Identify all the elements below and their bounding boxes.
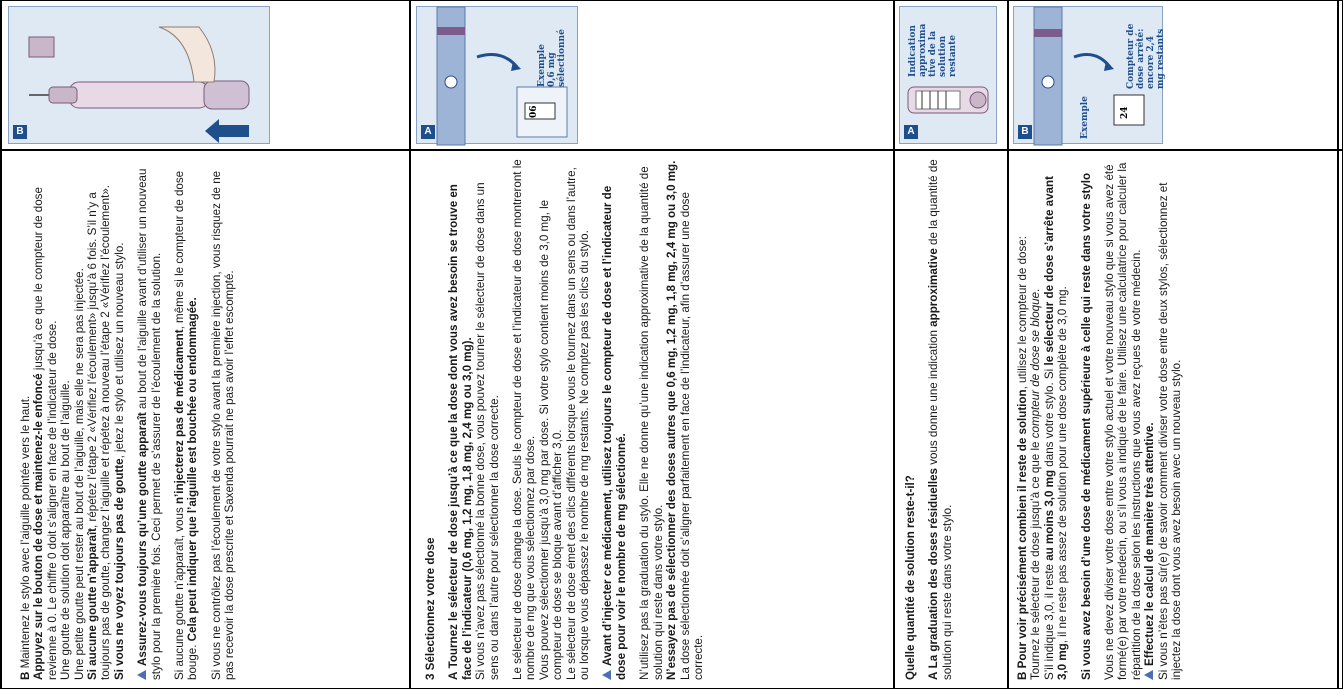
step-badge: A: [904, 125, 918, 139]
instruction-paragraph: Si vous ne contrôlez pas l’écoulement de votre stylo avant la première injection, vous risquez de ne pas recevoir la dose prescrite et Saxenda pourrait ne pas avoir l’effet escompté.: [209, 170, 237, 680]
dose-display: 06: [529, 105, 539, 118]
warning-paragraph: Assurez-vous toujours qu’une goutte apparaît au bout de l’aiguille avant d’utiliser un nouveau stylo pour la première fois. Ceci permet de s’assurer de l’écoulement de la solution.: [136, 168, 163, 680]
text-column-prime: [15, 150, 237, 688]
instruction-paragraph: Appuyez sur le bouton de dose et maintenez-le enfoncé jusqu’à ce que le compteur de dose revienne à 0. Le chiffre 0 doit s’aligner en face de l’indicateur de dose.: [32, 187, 59, 680]
text-column-select-dose: [420, 150, 705, 688]
warning-paragraph: Avant d’injecter ce médicament, utilisez toujours le compteur de dose et l’indicateur de dose pour voir le nombre de mg sélectionné.: [601, 185, 628, 680]
illustration-dose-counter: [1013, 6, 1166, 144]
grid-line: [1337, 0, 1339, 689]
grid-line: [1007, 0, 1009, 689]
instruction-paragraph: A La graduation des doses résiduelles vous donne une indication approximative de la quantité de solution qui reste dans votre stylo.: [927, 159, 954, 680]
instruction-paragraph: Si aucune goutte n’apparaît, vous n’injecterez pas de médicament, même si le compteur de dose bouge. Cela peut indiquer que l’aiguille est bouchée ou endommagée.: [173, 170, 200, 680]
instruction-paragraph: Une petite goutte peut rester au bout de l’aiguille, mais elle ne sera pas injectée.: [72, 268, 86, 680]
grid-line: [0, 0, 2, 689]
instruction-paragraph: Une goutte de solution doit apparaître au bout de l’aiguille.: [59, 380, 73, 680]
grid-line: [409, 0, 411, 689]
step-badge: B: [1018, 125, 1032, 139]
step-badge: A: [421, 125, 435, 139]
illustration-caption: Exemple 0,6 mg sélectionné: [537, 29, 567, 87]
pen-upright-illustration: [9, 7, 271, 145]
instruction-paragraph: Vous ne devez diviser votre dose entre votre stylo actuel et votre nouveau stylo que si vous avez été formé(e) par votre médecin, ou s’il vous a indiqué de le faire. Utilisez une calculatrice pour calculer la répartition de la dose selon les instructions que vous avez reçues de votre médecin.: [1103, 162, 1143, 680]
illustration-select-dose: [416, 6, 578, 144]
instruction-paragraph: A Tournez le sélecteur de dose jusqu’à ce que la dose dont vous avez besoin se trouve en face de l’indicateur (0,6 mg, 1,2 mg, 1,8 mg, 2,4 mg ou 3,0 mg).: [447, 184, 474, 680]
instruction-paragraph: Vous pouvez sélectionner jusqu’à 3,0 mg par dose. Si votre stylo contient moins de 3,0 mg, le compteur de dose se bloque avant d’afficher 3,0.: [537, 199, 565, 680]
illustration-prime-pen: [8, 6, 270, 144]
instruction-paragraph: Le sélecteur de dose change la dose. Seuls le compteur de dose et l’indicateur de dose montreront le nombre de mg que vous sélectionnez par dose.: [511, 159, 538, 680]
warning-paragraph: Effectuez le calcul de manière très attentive.: [1143, 158, 1156, 680]
instruction-paragraph: B Maintenez le stylo avec l’aiguille pointée vers le haut.: [19, 395, 32, 680]
instruction-paragraph: Si vous n’avez pas sélectionné la bonne dose, vous pouvez tourner le sélecteur de dose dans un sens ou dans l’autre pour sélectionner la dose correcte.: [474, 182, 501, 680]
text-column-dose-counter: [1012, 150, 1334, 688]
instruction-paragraph: Si vous avez besoin d’une dose de médicament supérieure à celle qui reste dans votre stylo: [1079, 172, 1093, 680]
instruction-paragraph: Si aucune goutte n’apparaît, répétez l’étape 2 «Vérifiez l’écoulement» jusqu’à 6 fois. S’il n’y a toujours pas de goutte, changez l’aiguille et répétez à nouveau l’étape 2 «Vérifiez l’écoulement».: [86, 185, 113, 680]
grid-line: [893, 0, 895, 689]
example-label: Exemple: [1080, 96, 1090, 139]
instruction-paragraph: S’il indique 3,0, il reste au moins 3,0 mg dans votre stylo. Si le sélecteur de dose s’arrête avant 3,0 mg, il ne reste pas assez de solution pour une dose complète de 3,0 mg.: [1042, 176, 1070, 680]
instruction-paragraph: La dose sélectionnée doit s’aligner parfaitement en face de l’indicateur, afin d’assurer une dose correcte.: [678, 192, 705, 680]
instruction-paragraph: Tournez le sélecteur de dose jusqu’à ce que le compteur de dose se bloque.: [1029, 288, 1043, 680]
instruction-paragraph: Si vous ne voyez toujours pas de goutte, jetez le stylo et utilisez un nouveau stylo.: [112, 242, 126, 680]
warning-icon: [602, 670, 611, 680]
illustration-caption: Indication approxima tive de la solution restante: [908, 23, 958, 77]
section-heading: Quelle quantité de solution reste-t-il?: [904, 475, 917, 680]
step-badge: B: [13, 125, 27, 139]
text-column-remaining: [900, 150, 1000, 688]
instruction-paragraph: B Pour voir précisément combien il reste de solution, utilisez le compteur de dose:: [1016, 236, 1029, 680]
instruction-paragraph: N’utilisez pas la graduation du stylo. Elle ne donne qu’une indication approximative de la quantité de solution qui reste dans votre stylo.: [638, 166, 665, 680]
section-heading: 3 Sélectionnez votre dose: [424, 537, 437, 680]
warning-icon: [1144, 670, 1153, 680]
illustration-caption: Compteur de dose arrêté: encore 2,4 mg restants: [1126, 23, 1166, 89]
dose-display: 24: [1120, 106, 1130, 119]
illustration-remaining-solution: [899, 6, 997, 144]
instruction-paragraph: Si vous n’êtes pas sûr(e) de savoir comment diviser votre dose entre deux stylos, sélectionnez et injectez la dose dont vous avez besoin avec un nouveau stylo.: [1156, 182, 1184, 680]
instruction-paragraph: N’essayez pas de sélectionner des doses autres que 0,6 mg, 1,2 mg, 1,8 mg, 2,4 mg ou 3,0 mg.: [665, 160, 679, 680]
warning-icon: [137, 670, 146, 680]
instruction-paragraph: Le sélecteur de dose émet des clics différents lorsque vous le tournez dans un sens ou dans l’autre, ou lorsque vous dépassez le nombre de mg restants. Ne comptez pas les clics du stylo.: [564, 167, 592, 680]
